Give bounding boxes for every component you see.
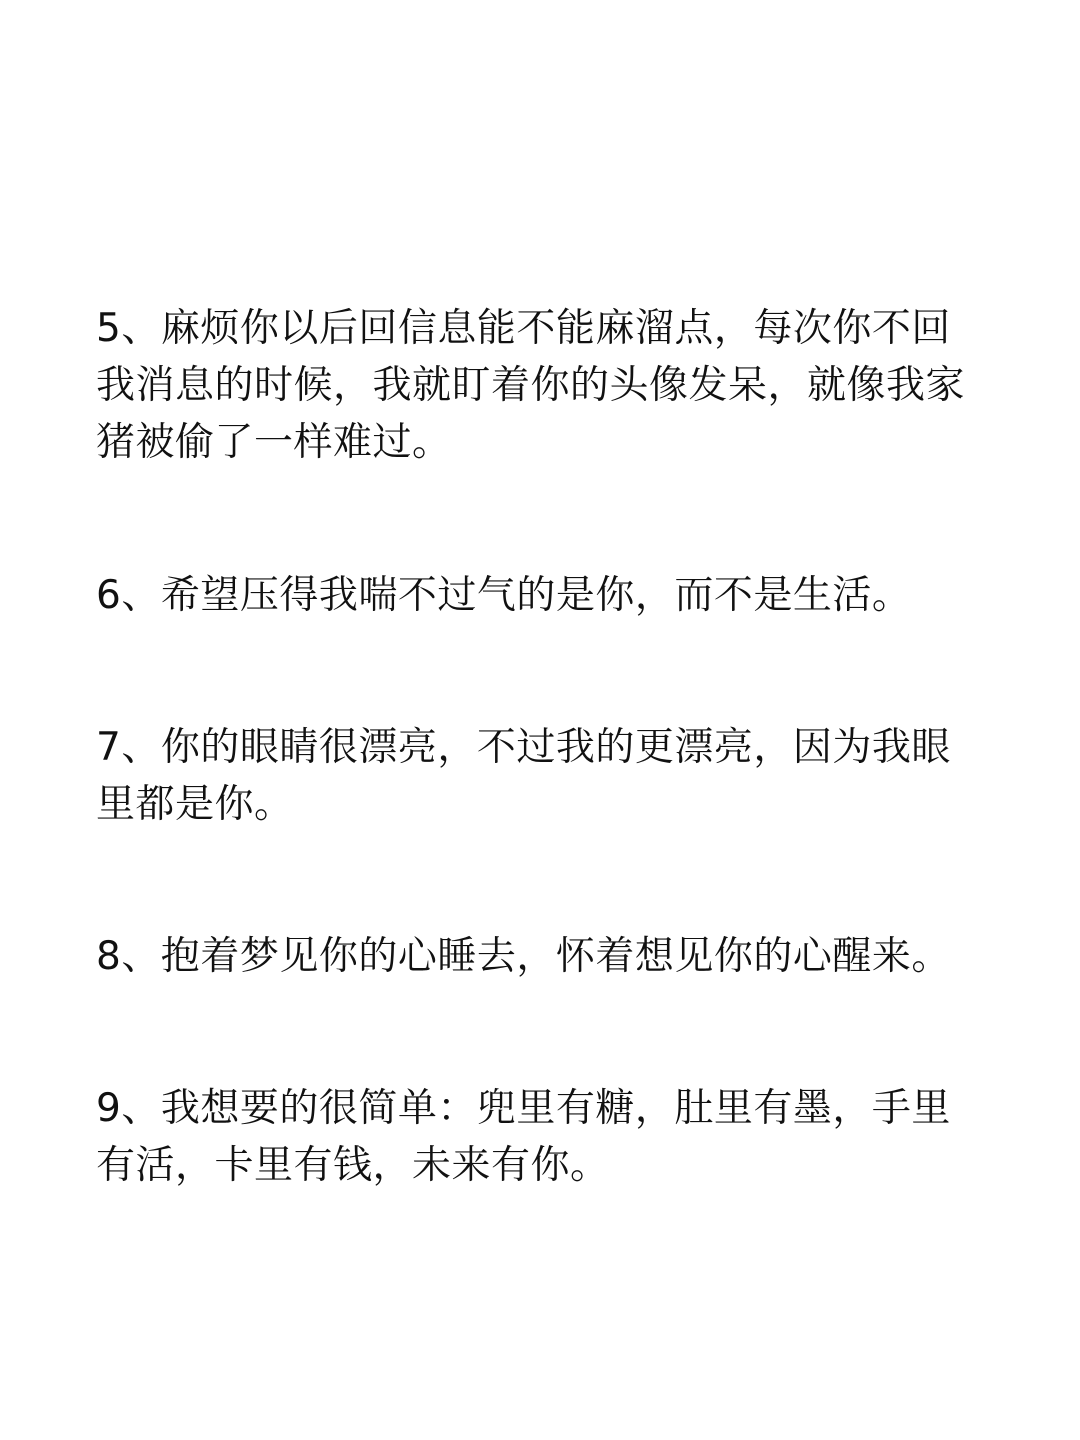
paragraph-8 (96, 928, 996, 985)
paragraph-line: 9、我想要的很简单：兜里有糖，肚里有墨，手里 (96, 1086, 951, 1131)
paragraph-line: 6、希望压得我喘不过气的是你，而不是生活。 (96, 573, 912, 618)
paragraph-6 (96, 567, 996, 624)
paragraph-line: 7、你的眼睛很漂亮，不过我的更漂亮，因为我眼 (96, 725, 951, 770)
paragraph-5 (96, 300, 996, 471)
paragraph-line: 里都是你。 (96, 782, 294, 827)
paragraph-line: 5、麻烦你以后回信息能不能麻溜点，每次你不回 (96, 306, 951, 351)
paragraph-9 (96, 1080, 996, 1194)
paragraph-line: 8、抱着梦见你的心睡去，怀着想见你的心醒来。 (96, 934, 951, 979)
paragraph-7 (96, 719, 996, 833)
paragraph-line: 猪被偷了一样难过。 (96, 420, 452, 465)
paragraph-line: 有活，卡里有钱，未来有你。 (96, 1143, 610, 1188)
paragraph-line: 我消息的时候，我就盯着你的头像发呆，就像我家 (96, 363, 966, 408)
